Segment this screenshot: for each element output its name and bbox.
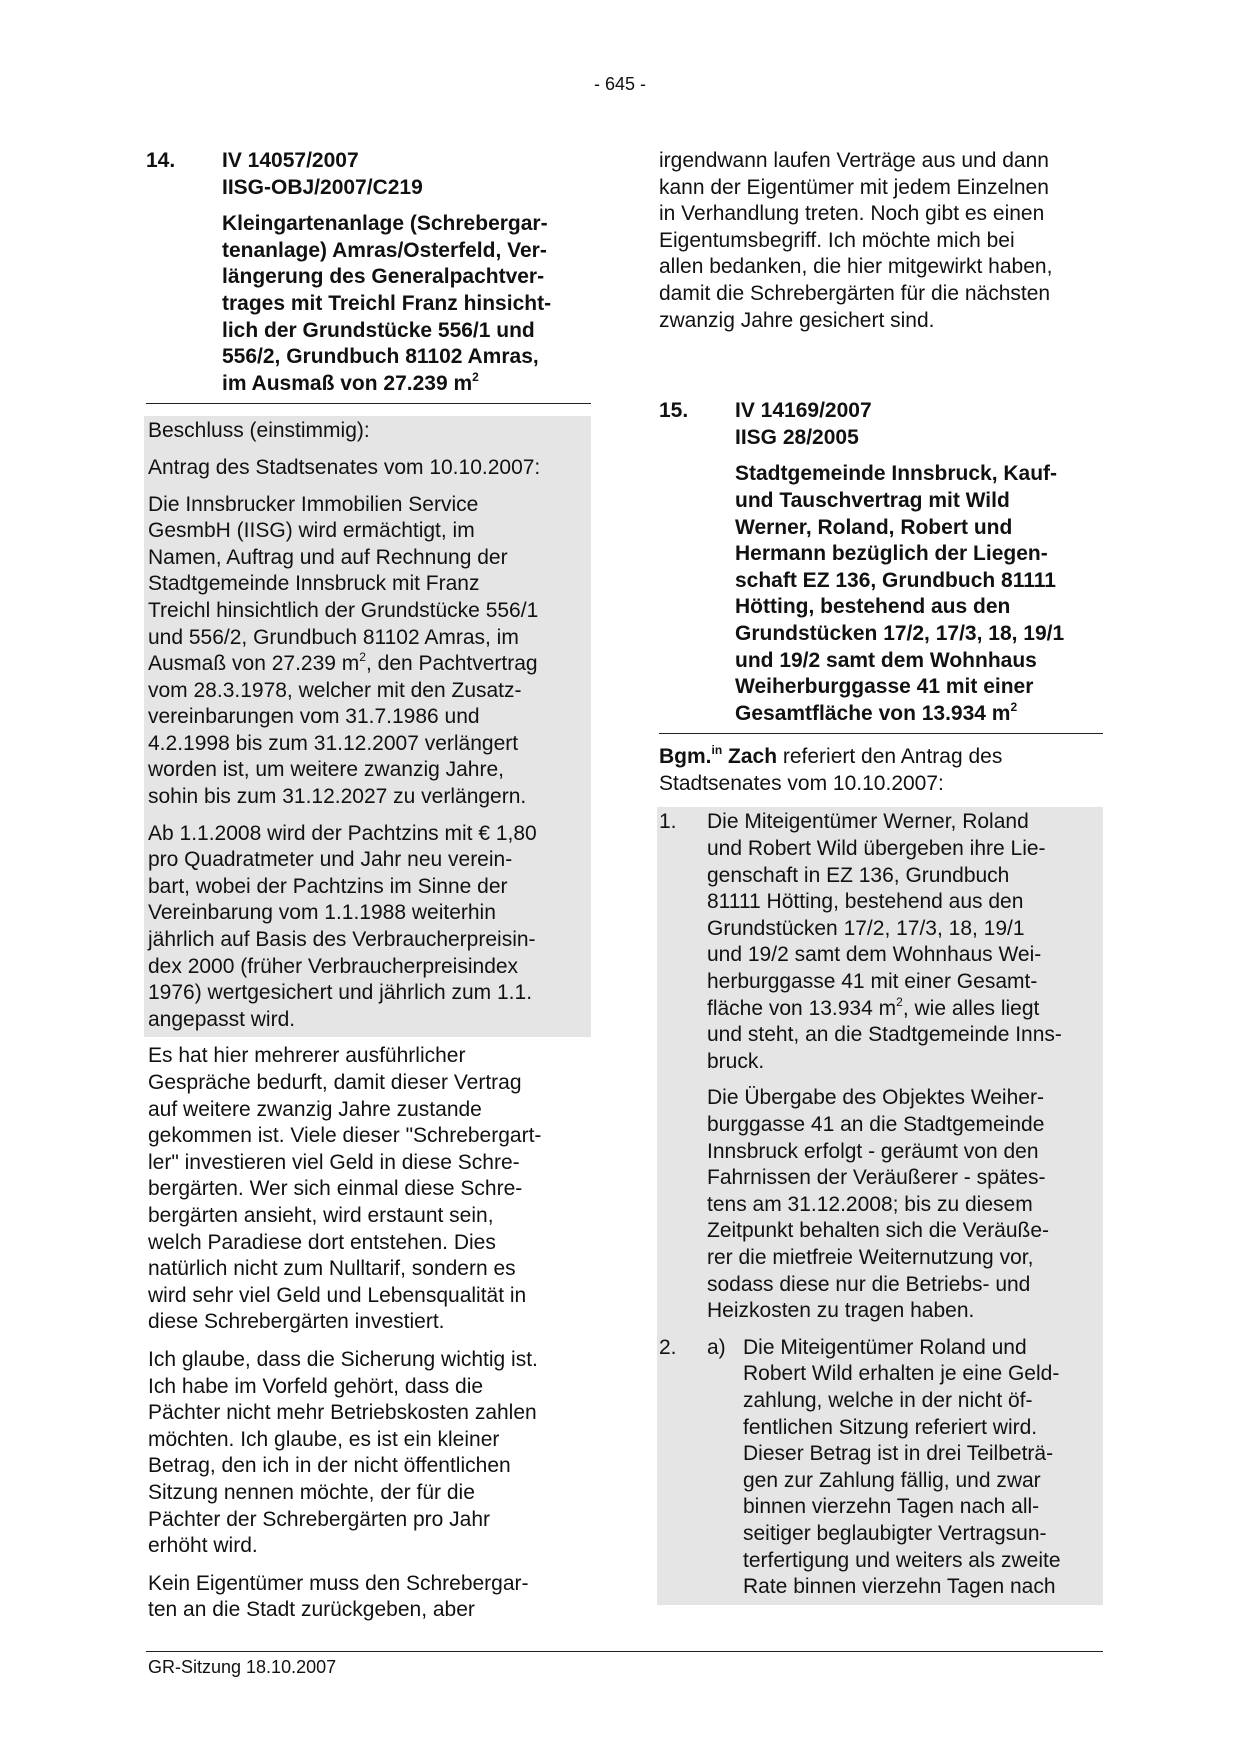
list-item-1-paragraph-1: Die Miteigentümer Werner, Roland und Robert Wild übergeben ihre Lie- genschaft in EZ 136, Grundbuch 81111 Hötting, bestehend aus den Grundstücken 17/2, 17/3, 18, 19/1 und 19/2 samt dem Wohnhaus Wei- herburggasse 41 mit einer Gesamt- fläche von 13.934 $m^2$, wie alles liegt und steht, an die Stadtgemeinde Inns- bruck.	[707, 810, 1062, 1073]
title-line: Stadtgemeinde Innsbruck, Kauf-	[735, 462, 1058, 486]
title-line: schaft EZ 136, Grundbuch 81111	[735, 568, 1056, 592]
speech-paragraph-1: Es hat hier mehrerer ausführlicher Gespräche bedurft, damit dieser Vertrag auf weitere zwanzig Jahre zustande gekommen ist. Viele dieser "Schrebergart- ler" investieren viel Geld in diese Schre- bergärten. Wer sich einmal diese Schre- bergärten ansieht, wird erstaunt sein, welch Paradiese dort entstehen. Dies natürlich nicht zum Nulltarif, sondern es wird sehr viel Geld und Lebensqualität in diese Schrebergärten investiert.	[148, 1044, 542, 1334]
item-15-number: 15.	[659, 399, 689, 423]
title-line: Kleingartenanlage (Schrebergar-	[222, 212, 548, 236]
page-number: - 645 -	[593, 74, 647, 94]
title-superscript: 2	[472, 369, 479, 384]
item-15-title	[735, 461, 1103, 727]
title-line: längerung des Generalpachtver-	[222, 265, 545, 289]
title-line: Hermann bezüglich der Liegen-	[735, 542, 1048, 566]
speech-continuation: irgendwann laufen Verträge aus und dann kann der Eigentümer mit jedem Einzelnen in Verhandlung treten. Noch gibt es einen Eigentumsbegriff. Ich möchte mich bei allen bedanken, die hier mitgewirkt haben, damit die Schrebergärten für die nächsten zwanzig Jahre gesichert sind.	[659, 149, 1053, 332]
title-line: Grundstücken 17/2, 17/3, 18, 19/1	[735, 621, 1065, 645]
item-15-references	[735, 398, 1103, 451]
item-15-header	[659, 398, 1103, 451]
title-line: 556/2, Grundbuch 81102 Amras,	[222, 345, 539, 369]
resolution-paragraph-1: Die Innsbrucker Immobilien Service GesmbH (IISG) wird ermächtigt, im Namen, Auftrag und auf Rechnung der Stadtgemeinde Innsbruck mit Franz Treichl hinsichtlich der Grundstücke 556/1 und 556/2, Grundbuch 81102 Amras, im Ausmaß von 27.239 $m^2$, den Pachtvertrag vom 28.3.1978, welcher mit den Zusatz- vereinbarungen vom 31.7.1986 und 4.2.1998 bis zum 31.12.2007 verlängert worden ist, um weitere zwanzig Jahre, sohin bis zum 31.12.2027 zu verlängern.	[148, 492, 539, 809]
title-line: Werner, Roland, Robert und	[735, 515, 1013, 539]
speaker-title: Bgm.$^{in}$ Zach	[659, 743, 778, 769]
speech-block	[146, 1043, 591, 1623]
motion-label: Antrag des Stadtsenates vom 10.10.2007:	[148, 455, 541, 479]
title-line: lich der Grundstücke 556/1 und	[222, 318, 535, 342]
title-line: Hötting, bestehend aus den	[735, 595, 1011, 619]
speaker-line: Bgm.$^{in}$ Zach referiert den Antrag des Stadtsenates vom 10.10.2007:	[659, 743, 1003, 795]
resolution-box	[144, 416, 591, 1037]
item-15-ref-2: IISG 28/2005	[735, 425, 859, 449]
speech-paragraph-3: Kein Eigentümer muss den Schrebergar- ten an die Stadt zurückgeben, aber	[148, 1571, 529, 1622]
title-last: Gesamtfläche von 13.934 m	[735, 701, 1011, 725]
resolution-label: Beschluss (einstimmig):	[148, 419, 370, 443]
list-item-1-body	[707, 809, 1099, 1324]
footer-session-date: GR-Sitzung 18.10.2007	[148, 1657, 337, 1677]
title-last: im Ausmaß von 27.239 m	[222, 371, 473, 395]
item-14-ref-2: IISG-OBJ/2007/C219	[222, 175, 423, 199]
item-14-ref-1: IV 14057/2007	[222, 149, 359, 172]
list-item-2-number: 2.	[659, 1335, 677, 1359]
right-column	[659, 148, 1103, 1605]
title-line: und 19/2 samt dem Wohnhaus	[735, 648, 1037, 672]
title-line: und Tauschvertrag mit Wild	[735, 488, 1010, 512]
list-item-2-sub-letter: a)	[707, 1335, 726, 1359]
title-line	[222, 371, 591, 398]
item-14-title	[222, 211, 591, 397]
item-14-divider	[146, 403, 591, 404]
list-item-2-body	[743, 1335, 1099, 1601]
title-line: trages mit Treichl Franz hinsicht-	[222, 291, 552, 315]
item-15-ref-1: IV 14169/2007	[735, 399, 872, 423]
title-line: Weiherburggasse 41 mit einer	[735, 675, 1034, 699]
item-14-header	[146, 148, 591, 201]
list-item-1-number: 1.	[659, 810, 677, 834]
list-item-1	[659, 809, 1099, 1324]
title-line	[735, 701, 1103, 728]
item-14-number: 14.	[146, 149, 176, 172]
title-line: tenanlage) Amras/Osterfeld, Ver-	[222, 238, 547, 262]
item-15-divider	[659, 733, 1103, 734]
speech-paragraph-2: Ich glaube, dass die Sicherung wichtig ist. Ich habe im Vorfeld gehört, dass die Pächter nicht mehr Betriebskosten zahlen möchten. Ich glaube, es ist ein kleiner Betrag, den ich in der nicht öffentlichen Sitzung nennen möchte, der für die Pächter der Schrebergärten pro Jahr erhöht wird.	[148, 1347, 538, 1558]
title-superscript: 2	[1010, 699, 1018, 714]
left-column	[146, 148, 591, 1624]
item-14-references	[222, 148, 591, 201]
list-item-2-paragraph: Die Miteigentümer Roland und Robert Wild erhalten je eine Geld- zahlung, welche in der nicht öf- fentlichen Sitzung referiert wird. Dieser Betrag ist in drei Teilbeträ- gen zur Zahlung fällig, und zwar binnen vierzehn Tagen nach all- seitiger beglaubigter Vertragsun- terfertigung und weiters als zweite Rate binnen vierzehn Tagen nach	[743, 1335, 1061, 1599]
footer-divider	[146, 1651, 1103, 1652]
list-item-2	[659, 1335, 1099, 1601]
list-item-1-paragraph-2: Die Übergabe des Objektes Weiher- burggasse 41 an die Stadtgemeinde Innsbruck erfolgt - geräumt von den Fahrnissen der Veräußerer - spätes- tens am 31.12.2008; bis zu diesem Zeitpunkt behalten sich die Veräuße- rer die mietfreie Weiternutzung vor, sodass diese nur die Betriebs- und Heizkosten zu tragen haben.	[707, 1086, 1050, 1323]
resolution-paragraph-2: Ab 1.1.2008 wird der Pachtzins mit € 1,80 pro Quadratmeter und Jahr neu verein- bart, wobei der Pachtzins im Sinne der Vereinbarung vom 1.1.1988 weiterhin jährlich auf Basis des Verbraucherpreisin- dex 2000 (früher Verbraucherpreisindex 1976) wertgesichert und jährlich zum 1.1. angepasst wird.	[148, 821, 537, 1031]
motion-list-box	[657, 807, 1103, 1604]
